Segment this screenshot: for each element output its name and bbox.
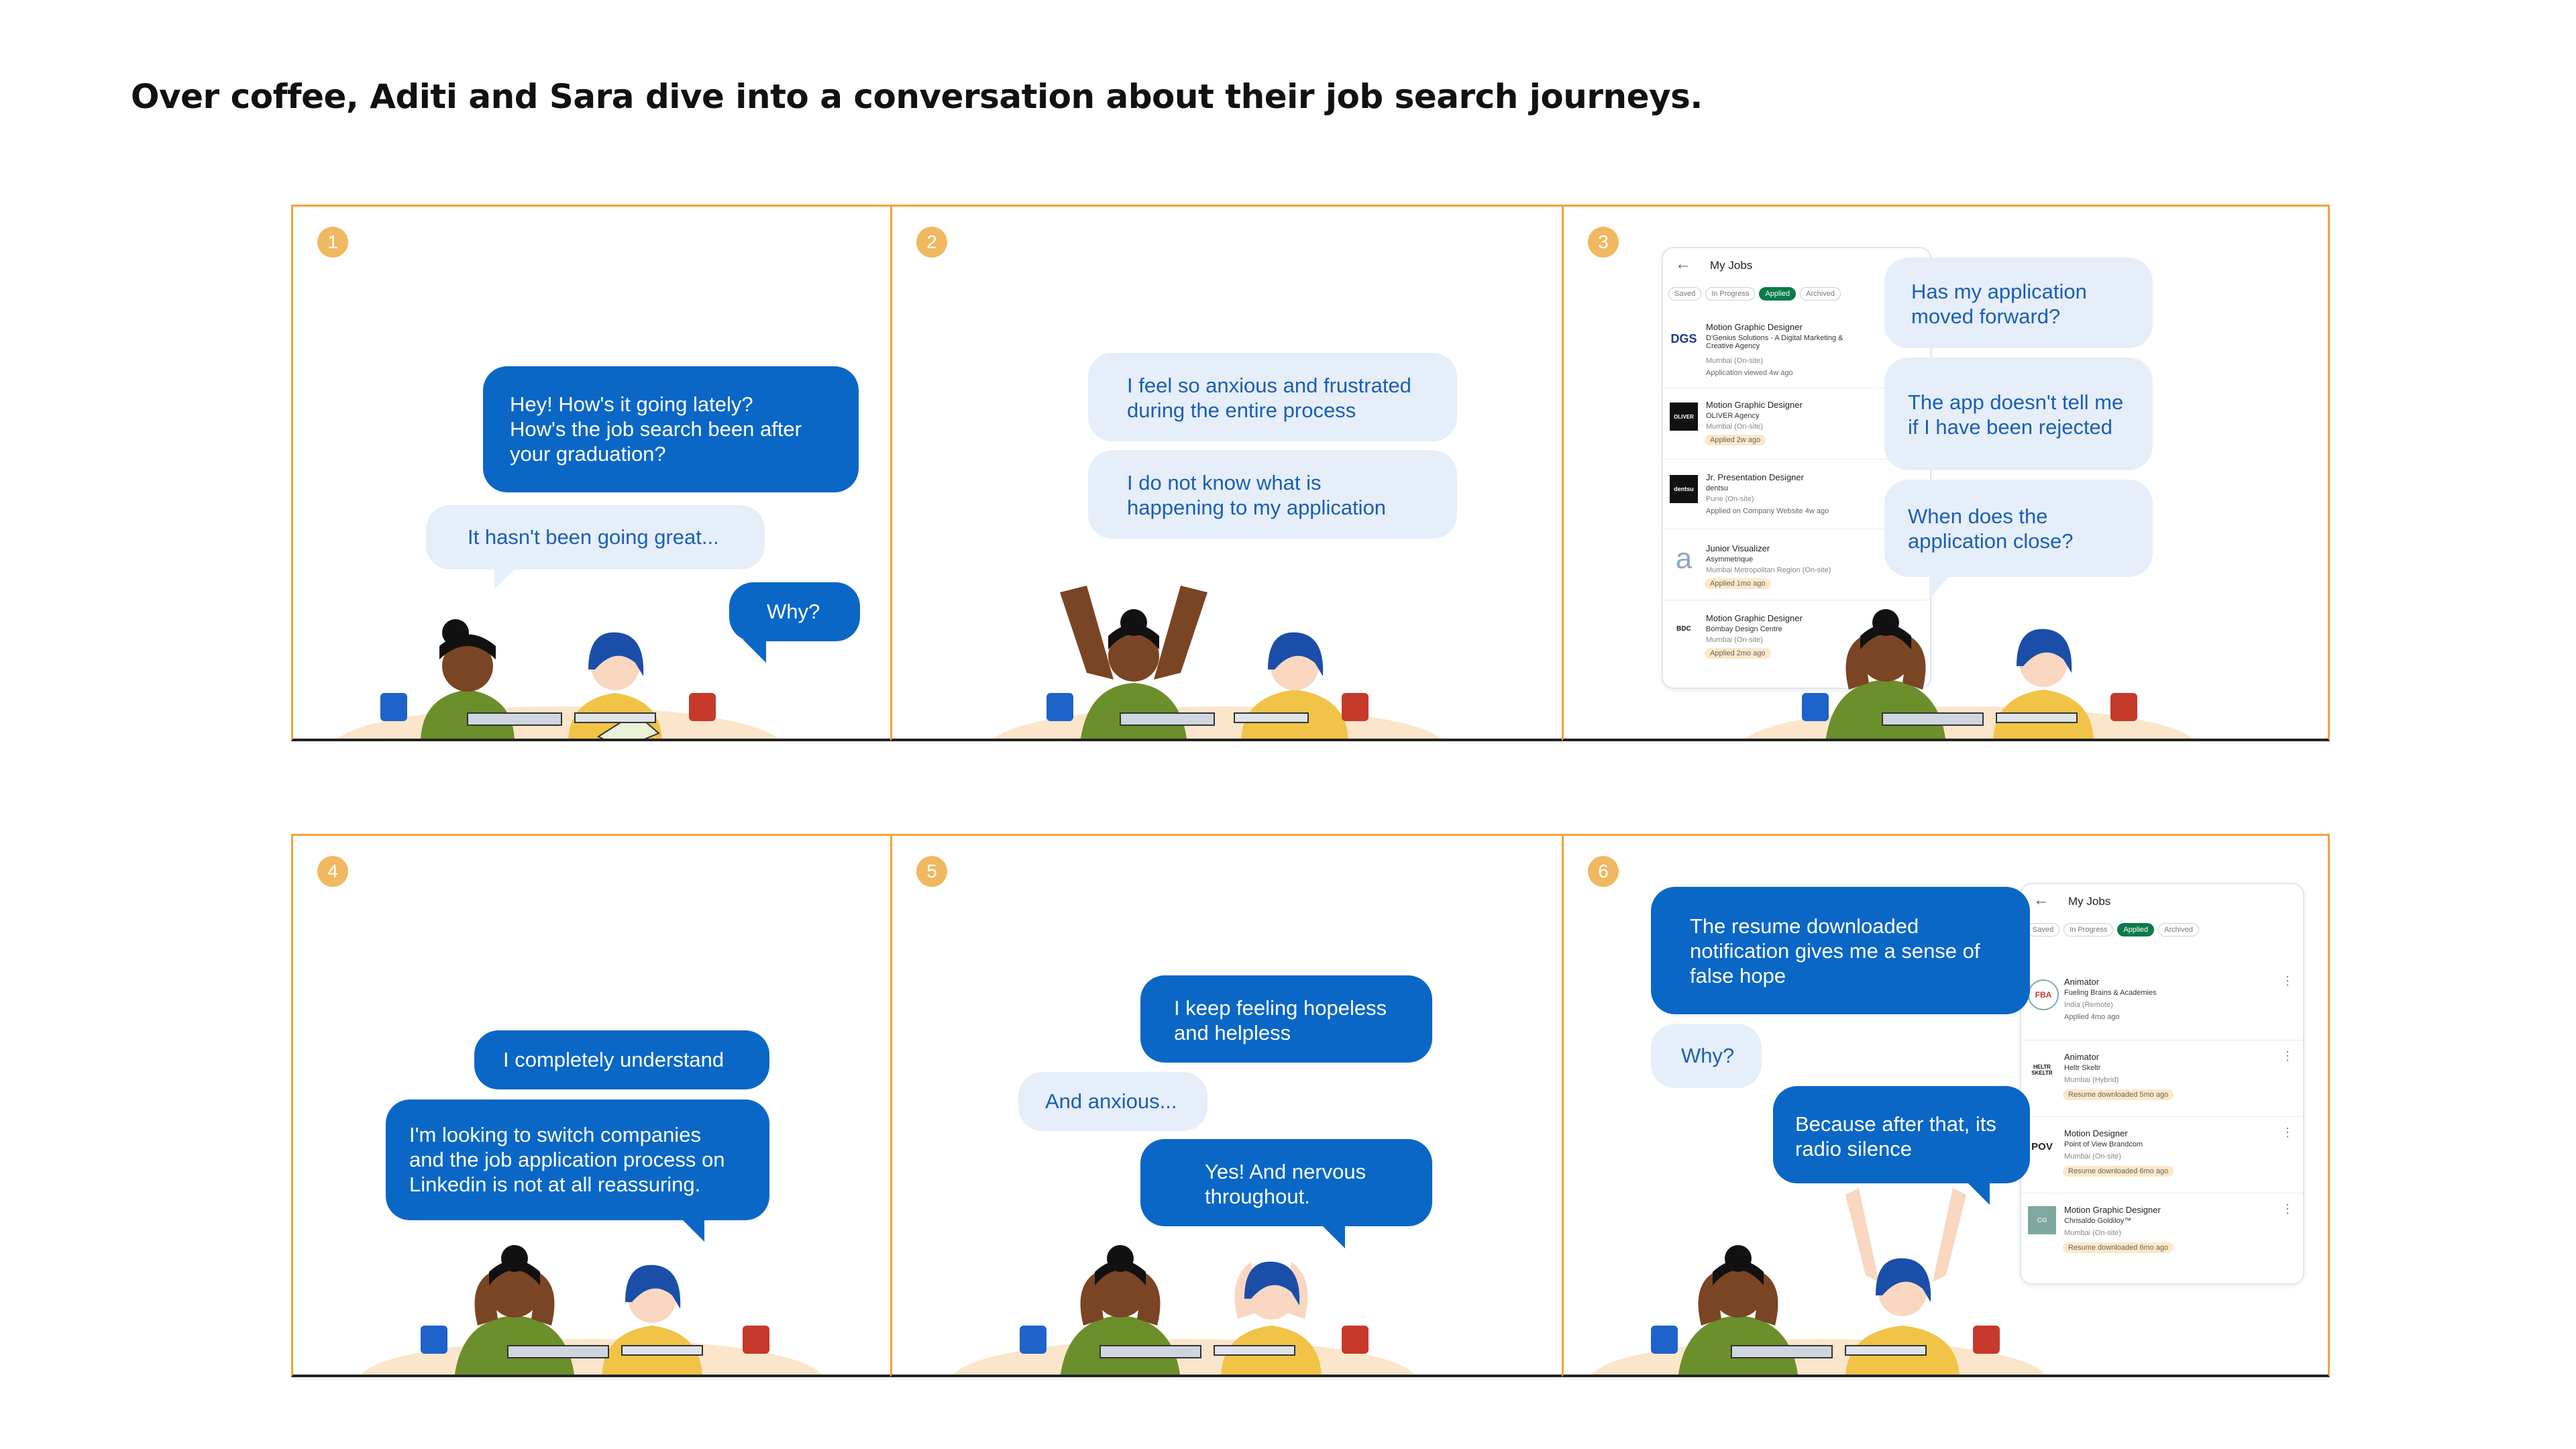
tab-bar	[1668, 287, 1841, 301]
company-logo: POV	[2031, 1140, 2053, 1152]
job-location: Mumbai (On-site)	[1706, 357, 1763, 365]
coffee-mugs-and-books	[1795, 686, 2144, 741]
bubble-text: Hey! How's it going lately? How's the job search been after your graduation?	[510, 392, 802, 466]
job-title: Junior Visualizer	[1706, 543, 1770, 553]
speech-bubble	[1140, 1139, 1432, 1226]
job-location: Mumbai (On-site)	[1706, 423, 1763, 431]
page-title: Over coffee, Aditi and Sara dive into a conversation about their job search journeys.	[131, 77, 1703, 116]
company-logo: HELTR SKELTR	[2031, 1064, 2053, 1076]
back-arrow-icon[interactable]: ←	[2033, 891, 2049, 909]
bubble-text: Has my application moved forward?	[1911, 280, 2087, 328]
job-location: Mumbai (On-site)	[2064, 1229, 2121, 1237]
speech-bubble	[729, 582, 860, 641]
speech-bubble	[474, 1030, 769, 1089]
more-options-icon[interactable]: ⋮	[2282, 1202, 2294, 1216]
coffee-mugs-and-books	[1040, 686, 1375, 741]
more-options-icon[interactable]: ⋮	[2282, 1126, 2294, 1139]
speech-bubble	[1651, 1024, 1762, 1088]
job-company: Fueling Brains & Academies	[2064, 989, 2157, 997]
job-company: Chrisaldo Goldiloy™	[2064, 1217, 2132, 1225]
my-jobs-card	[2020, 883, 2304, 1285]
bubble-tail	[743, 639, 766, 663]
speech-bubble	[426, 505, 765, 570]
bubble-text: Yes! And nervous throughout.	[1205, 1160, 1366, 1208]
job-company: OLIVER Agency	[1706, 412, 1760, 420]
job-title: Motion Designer	[2064, 1128, 2128, 1138]
job-company: dentsu	[1706, 484, 1729, 492]
bubble-text: And anxious...	[1045, 1089, 1177, 1113]
speech-bubble	[1651, 887, 2030, 1014]
coffee-mugs-and-books	[414, 1319, 776, 1377]
job-list-item[interactable]	[2021, 965, 2303, 1040]
panel-number-badge: 1	[317, 227, 348, 258]
job-list-item[interactable]	[2021, 1193, 2303, 1280]
comic-panel-2	[890, 205, 1564, 741]
speech-bubble	[1884, 358, 2153, 470]
job-status: Applied 2w ago	[1705, 435, 1766, 445]
job-list-item[interactable]	[2021, 1116, 2303, 1193]
company-logo: DGS	[1670, 331, 1697, 345]
speech-bubble	[1884, 480, 2153, 577]
tab-in-progress[interactable]: In Progress	[1705, 287, 1755, 301]
job-title: Motion Graphic Designer	[1706, 322, 1803, 332]
tab-bar	[2027, 923, 2199, 936]
panel-number-badge: 3	[1588, 227, 1619, 258]
bubble-text: Because after that, its radio silence	[1795, 1112, 1996, 1161]
speech-bubble	[1088, 353, 1457, 441]
bubble-tail	[494, 569, 515, 589]
tab-archived[interactable]: Archived	[1800, 287, 1841, 301]
job-title: Motion Graphic Designer	[2064, 1205, 2161, 1215]
job-location: Mumbai (On-site)	[2064, 1152, 2121, 1161]
panel-number-badge: 6	[1588, 856, 1619, 887]
job-status: Applied on Company Website 4w ago	[1706, 507, 1829, 515]
job-status: Resume downloaded 6mo ago	[2063, 1166, 2174, 1177]
speech-bubble	[1088, 450, 1457, 539]
job-title: Jr. Presentation Designer	[1706, 472, 1804, 482]
bubble-text: I'm looking to switch companies and the job application process on Linkedin is not at all reassuring.	[409, 1123, 725, 1196]
job-status: Application viewed 4w ago	[1706, 369, 1793, 377]
tab-archived[interactable]: Archived	[2158, 923, 2199, 936]
speech-bubble	[1018, 1072, 1208, 1131]
job-location: Mumbai Metropolitan Region (On-site)	[1706, 566, 1831, 574]
coffee-mugs-and-books	[1013, 1319, 1375, 1377]
job-company: Heltr Skeltr	[2064, 1064, 2101, 1072]
panel-number-badge: 2	[916, 227, 947, 258]
job-status: Applied 1mo ago	[1705, 578, 1771, 589]
speech-bubble	[1773, 1086, 2030, 1183]
bubble-text: The app doesn't tell me if I have been rejected	[1908, 390, 2124, 439]
bubble-text: I completely understand	[503, 1048, 724, 1071]
bubble-text: I feel so anxious and frustrated during the entire process	[1127, 374, 1411, 422]
job-company: D'Genius Solutions - A Digital Marketing & Creative Agency	[1706, 334, 1843, 350]
bubble-text: It hasn't been going great...	[468, 525, 719, 549]
company-logo: OLIVER	[1670, 402, 1698, 431]
app-title: My Jobs	[1710, 259, 1753, 272]
job-company: Bombay Design Centre	[1706, 625, 1782, 633]
job-company: Asymmetrique	[1706, 555, 1754, 564]
job-list-item[interactable]	[2021, 1040, 2303, 1117]
bubble-text: Why?	[767, 600, 820, 623]
panel-number-badge: 5	[916, 856, 947, 887]
back-arrow-icon[interactable]: ←	[1675, 255, 1691, 273]
job-status: Applied 4mo ago	[2064, 1013, 2120, 1021]
comic-panel-5	[890, 834, 1564, 1377]
company-logo: a	[1675, 542, 1693, 575]
bubble-text: I do not know what is happening to my application	[1127, 471, 1387, 519]
panel-number-badge: 4	[317, 856, 348, 887]
job-status: Resume downloaded 6mo ago	[2063, 1242, 2174, 1253]
tab-in-progress[interactable]: In Progress	[2063, 923, 2113, 936]
comic-panel-3	[1562, 205, 2330, 741]
company-logo: dentsu	[1670, 475, 1698, 503]
job-status: Applied 2mo ago	[1705, 648, 1771, 659]
tab-applied[interactable]: Applied	[2117, 923, 2154, 936]
bubble-text: I keep feeling hopeless and helpless	[1174, 996, 1387, 1044]
more-options-icon[interactable]: ⋮	[2282, 974, 2294, 987]
coffee-mugs-and-books	[374, 686, 722, 741]
job-location: India (Remote)	[2064, 1001, 2113, 1009]
comic-panel-1	[291, 205, 892, 741]
job-location: Pune (On-site)	[1706, 495, 1754, 503]
speech-bubble	[386, 1099, 769, 1220]
app-header	[2021, 884, 2303, 918]
job-location: Mumbai (On-site)	[1706, 636, 1763, 644]
job-title: Animator	[2064, 1052, 2100, 1062]
job-location: Mumbai (Hybrid)	[2064, 1076, 2119, 1084]
speech-bubble	[483, 366, 859, 492]
comic-panel-4	[291, 834, 892, 1377]
company-logo: FBA	[2028, 979, 2059, 1010]
job-company: Point of View Brandcom	[2064, 1140, 2143, 1148]
job-title: Animator	[2064, 977, 2100, 987]
company-logo: BDC	[1676, 625, 1691, 633]
job-title: Motion Graphic Designer	[1706, 400, 1803, 410]
comic-panel-6	[1562, 834, 2330, 1377]
job-title: Motion Graphic Designer	[1706, 613, 1803, 623]
tab-applied[interactable]: Applied	[1759, 287, 1796, 301]
speech-bubble	[1140, 975, 1432, 1063]
speech-bubble	[1884, 258, 2153, 348]
bubble-text: The resume downloaded notification gives me a sense of false hope	[1690, 914, 1980, 987]
bubble-text: Why?	[1681, 1044, 1735, 1067]
job-status: Resume downloaded 5mo ago	[2063, 1089, 2174, 1100]
tab-saved[interactable]: Saved	[2027, 923, 2059, 936]
bubble-text: When does the application close?	[1908, 504, 2074, 553]
company-logo: CG	[2028, 1206, 2056, 1234]
coffee-mugs-and-books	[1644, 1319, 2006, 1377]
app-title: My Jobs	[2068, 895, 2111, 908]
more-options-icon[interactable]: ⋮	[2282, 1049, 2294, 1063]
tab-saved[interactable]: Saved	[1668, 287, 1701, 301]
